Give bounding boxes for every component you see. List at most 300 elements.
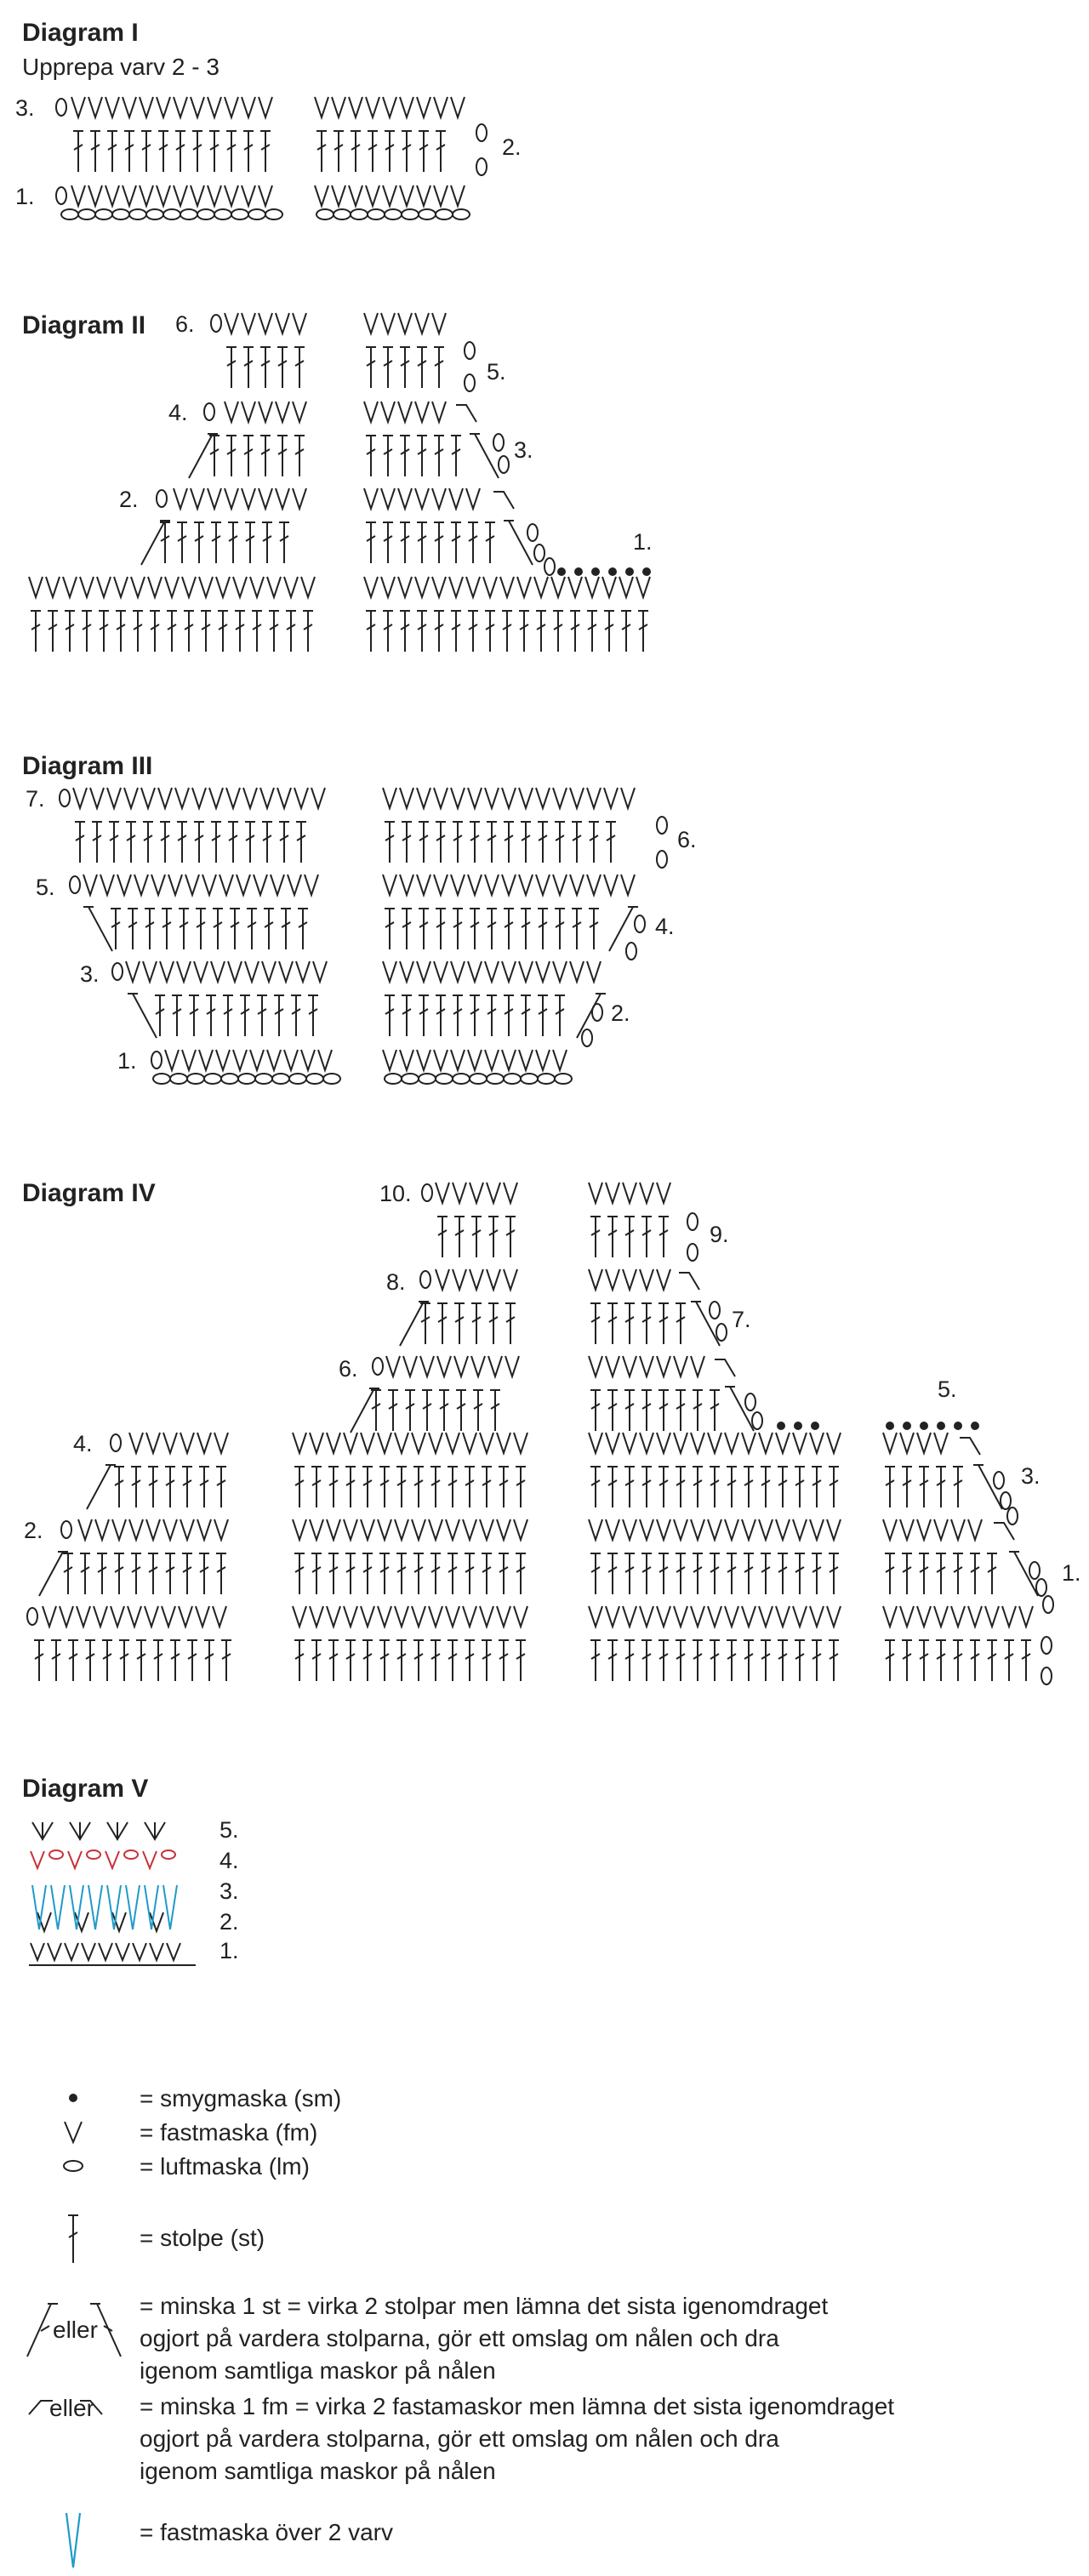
fastmaska-icon — [216, 577, 230, 597]
fastmaska-icon — [519, 961, 533, 982]
luftmaska-icon — [157, 490, 167, 507]
stolpe-icon — [812, 1640, 822, 1681]
luftmaska-icon — [214, 209, 231, 219]
stolpe-icon — [189, 995, 199, 1036]
fastmaska-icon — [451, 961, 465, 982]
stolpe-icon — [812, 1467, 822, 1507]
fastmaska-icon — [327, 1606, 340, 1627]
stolpe-icon — [555, 995, 565, 1036]
stolpe-icon — [659, 1390, 669, 1431]
stolpe-icon — [710, 1640, 720, 1681]
fastmaska-icon — [434, 1050, 448, 1070]
stolpe-icon — [362, 1553, 373, 1594]
stolpe-icon — [641, 1390, 652, 1431]
fastmaska-icon — [88, 97, 102, 117]
stolpe-icon — [572, 909, 582, 949]
stolpe-icon — [82, 611, 92, 652]
fastmaska-icon — [398, 313, 412, 333]
fastmaska-icon — [209, 788, 223, 808]
stolpe-icon — [400, 436, 410, 476]
stolpe-icon — [296, 822, 306, 863]
fastmaska-icon — [381, 313, 395, 333]
luftmaska-icon — [582, 1029, 592, 1046]
diagram-5 — [22, 1775, 239, 1965]
luftmaska-icon — [534, 544, 544, 561]
fastmaska-icon — [386, 1356, 400, 1376]
luftmaska-icon — [521, 1074, 538, 1084]
luftmaska-icon — [306, 1074, 323, 1084]
stolpe-icon — [590, 1390, 601, 1431]
stolpe-icon — [430, 1467, 441, 1507]
stolpe-icon — [451, 611, 461, 652]
fastmaska-icon — [165, 577, 179, 597]
stolpe-icon — [226, 347, 237, 388]
fastmaska-icon — [417, 97, 430, 117]
legend-lm — [64, 2153, 310, 2180]
luftmaska-icon — [555, 1074, 572, 1084]
fastmaska-icon — [400, 185, 413, 206]
fastmaska-icon — [276, 313, 289, 333]
fastmaska-icon — [432, 577, 446, 597]
fastmaska-icon — [105, 97, 119, 117]
fastmaska-icon — [191, 97, 204, 117]
luftmaska-icon — [592, 1004, 602, 1021]
fastmaska-icon — [725, 1606, 738, 1627]
stolpe-icon — [744, 1553, 754, 1594]
legend-fm2 — [66, 2513, 393, 2567]
fastmaska-icon — [180, 1433, 194, 1453]
fastmaska-icon — [470, 1183, 483, 1203]
stolpe-icon — [334, 131, 344, 172]
fastmaska-icon — [151, 875, 165, 895]
fastmaska-icon — [1002, 1606, 1016, 1627]
fastmaska-icon — [29, 577, 43, 597]
fastmaska-icon — [293, 1606, 306, 1627]
legend-text: igenom samtliga maskor på nålen — [140, 2458, 496, 2484]
eller-label: eller — [53, 2317, 98, 2343]
stolpe-icon — [119, 1640, 129, 1681]
fastmaska-icon — [436, 1183, 449, 1203]
fastmaska-icon — [243, 788, 257, 808]
fastmaska-icon — [134, 875, 148, 895]
fastmaska-icon — [114, 577, 128, 597]
legend-fm — [65, 2119, 317, 2146]
stolpe-icon — [538, 995, 548, 1036]
fastmaska-icon — [197, 1519, 211, 1540]
stolpe-icon — [465, 1553, 475, 1594]
row-label: 4. — [73, 1431, 93, 1456]
fastmaska-icon — [451, 875, 465, 895]
stolpe-icon — [422, 1390, 432, 1431]
fastmaska-icon — [141, 788, 155, 808]
fastmaska-icon — [361, 1433, 374, 1453]
fastmaska-icon — [242, 185, 255, 206]
fastmaska-icon — [691, 1433, 704, 1453]
fastmaska-icon — [245, 961, 259, 982]
stolpe-icon — [434, 347, 444, 388]
stolpe-icon — [194, 822, 204, 863]
fastmaska-icon — [208, 97, 221, 117]
fastmaska-icon — [553, 961, 567, 982]
luftmaska-icon — [146, 209, 163, 219]
fastmaska-icon — [226, 788, 240, 808]
smygmaska-icon — [886, 1422, 894, 1430]
fastmaska-icon — [192, 788, 206, 808]
stolpe-icon — [311, 1640, 322, 1681]
fastmaska-icon — [225, 97, 238, 117]
fastmaska-icon — [293, 402, 306, 422]
fastmaska-icon — [1019, 1606, 1033, 1627]
stolpe-icon — [936, 1640, 946, 1681]
diagram-1 — [15, 19, 522, 219]
stolpe-icon — [184, 611, 194, 652]
stolpe-icon — [505, 1303, 516, 1344]
fastmaska-icon — [483, 577, 497, 597]
stolpe-icon — [179, 909, 189, 949]
fastmaska-icon — [400, 788, 413, 808]
fastmaska-icon — [480, 1433, 493, 1453]
fastmaska-icon — [214, 1519, 228, 1540]
luftmaska-icon — [153, 1074, 170, 1084]
luftmaska-icon — [87, 1850, 100, 1859]
diagram-4 — [22, 1179, 1081, 1684]
fastmaska-icon — [468, 1050, 482, 1070]
stolpe-icon — [328, 1553, 339, 1594]
luftmaska-icon — [129, 209, 146, 219]
luftmaska-icon — [402, 1074, 419, 1084]
fastmaska-icon — [968, 1606, 982, 1627]
stolpe-icon — [641, 1467, 652, 1507]
fastmaska-icon — [417, 185, 430, 206]
stolpe-icon — [99, 611, 109, 652]
stolpe-icon — [761, 1467, 771, 1507]
stolpe-icon — [676, 1390, 686, 1431]
fastmaska-icon — [165, 1050, 179, 1070]
legend — [27, 2085, 894, 2567]
decrease-fastmaska-icon — [960, 1438, 980, 1455]
fastmaska-icon — [623, 1269, 636, 1290]
smygmaska-icon — [625, 567, 634, 576]
fastmaska-icon — [400, 97, 413, 117]
fastmaska-icon — [82, 1943, 95, 1960]
fastmaska-icon — [383, 875, 396, 895]
stolpe-icon — [145, 909, 155, 949]
fastmaska-icon — [378, 1606, 391, 1627]
luftmaska-icon — [60, 789, 70, 806]
fastmaska-icon — [294, 788, 308, 808]
row-label: 2. — [220, 1909, 239, 1935]
stolpe-icon — [521, 995, 531, 1036]
fastmaska-icon — [191, 185, 204, 206]
stolpe-icon — [624, 1303, 635, 1344]
fastmaska-icon — [216, 1050, 230, 1070]
fastmaska-icon — [417, 788, 430, 808]
stolpe-icon — [555, 822, 565, 863]
row-label: 3. — [514, 437, 533, 463]
fastmaska-icon — [485, 961, 499, 982]
stolpe-icon — [262, 822, 272, 863]
row-label: 4. — [220, 1848, 239, 1873]
luftmaska-icon — [49, 1850, 63, 1859]
fastmaska-icon — [177, 961, 191, 982]
fastmaska-icon — [589, 1519, 602, 1540]
stolpe-icon — [604, 611, 614, 652]
stolpe-icon — [437, 1217, 448, 1257]
fastmaska-icon — [827, 1606, 841, 1627]
fastmaska-icon — [417, 875, 430, 895]
stolpe-icon — [624, 1217, 635, 1257]
fastmaska-icon — [514, 1606, 527, 1627]
fastmaska-icon — [917, 1519, 931, 1540]
fastmaska-icon — [934, 1433, 948, 1453]
fastmaska-icon — [140, 97, 153, 117]
stolpe-icon — [434, 522, 444, 563]
stolpe-icon — [953, 1553, 963, 1594]
legend-text: ogjort på vardera stolparna, gör ett omslag om nålen och dra — [140, 2325, 779, 2351]
fastmaska-icon — [31, 1943, 44, 1960]
stolpe-icon — [659, 1303, 669, 1344]
fastmaska-icon — [284, 577, 298, 597]
stolpe-icon — [420, 1303, 430, 1344]
stolpe-icon — [243, 436, 254, 476]
fastmaska-icon — [332, 185, 345, 206]
stolpe-icon — [396, 1467, 407, 1507]
luftmaska-icon — [544, 558, 555, 575]
stolpe-icon — [294, 436, 305, 476]
stolpe-icon — [162, 909, 172, 949]
fastmaska-icon — [534, 577, 548, 597]
luftmaska-icon — [476, 158, 487, 175]
smygmaska-icon — [574, 567, 583, 576]
fastmaska-icon — [434, 97, 448, 117]
luftmaska-icon — [504, 1074, 521, 1084]
stolpe-icon — [294, 1553, 305, 1594]
fastmaska-icon — [606, 1519, 619, 1540]
fastmaska-icon — [934, 1606, 948, 1627]
stolpe-icon — [65, 611, 75, 652]
stolpe-icon — [417, 611, 427, 652]
row-label: 3. — [220, 1878, 239, 1904]
fastmaska-icon — [968, 1519, 982, 1540]
fastmaska-icon — [570, 875, 584, 895]
fastmaska-icon — [883, 1433, 897, 1453]
stolpe-icon — [470, 995, 480, 1036]
fastmaska-icon — [519, 1050, 533, 1070]
stolpe-icon — [413, 1640, 424, 1681]
luftmaska-icon — [170, 1074, 187, 1084]
stolpe-icon — [400, 611, 410, 652]
fastmaska-icon — [105, 1851, 119, 1868]
stolpe-icon — [260, 347, 271, 388]
stolpe-icon — [624, 1553, 635, 1594]
row-label: 4. — [168, 400, 188, 425]
stolpe-icon — [710, 1467, 720, 1507]
stolpe-icon — [778, 1553, 788, 1594]
fastmaska-icon — [466, 577, 480, 597]
stolpe-icon — [223, 995, 233, 1036]
luftmaska-icon — [70, 876, 80, 893]
stolpe-icon — [383, 436, 393, 476]
stolpe-icon — [744, 1640, 754, 1681]
stolpe-icon — [362, 1467, 373, 1507]
luftmaska-icon — [238, 1074, 255, 1084]
stolpe-icon — [311, 1467, 322, 1507]
stolpe-icon — [124, 131, 134, 172]
luftmaska-icon — [204, 1074, 221, 1084]
stolpe-icon — [75, 822, 85, 863]
row-label: 10. — [379, 1181, 412, 1206]
fastmaska-icon — [420, 1356, 434, 1376]
stolpe-icon — [182, 1553, 192, 1594]
stolpe-icon — [453, 995, 463, 1036]
luftmaska-icon — [422, 1184, 432, 1201]
fastmaska-icon — [242, 97, 255, 117]
stolpe-icon — [482, 1640, 492, 1681]
stolpe-icon — [490, 1390, 500, 1431]
stolpe-icon — [829, 1467, 839, 1507]
fastmaska-icon — [157, 97, 170, 117]
fastmaska-icon — [197, 1433, 211, 1453]
stolpe-icon — [131, 1553, 141, 1594]
fastmaska-icon — [917, 1606, 931, 1627]
stolpe-icon — [659, 1640, 669, 1681]
stolpe-icon — [885, 1640, 895, 1681]
stolpe-icon — [829, 1553, 839, 1594]
stolpe-icon — [590, 1467, 601, 1507]
fastmaska-icon — [220, 875, 233, 895]
fastmaska-icon — [259, 97, 272, 117]
fastmaska-icon — [514, 1519, 527, 1540]
luftmaska-icon — [402, 209, 419, 219]
stolpe-icon — [744, 1467, 754, 1507]
fastmaska-icon — [107, 788, 121, 808]
fastmaska-icon — [168, 875, 182, 895]
stolpe-icon — [218, 611, 228, 652]
fastmaska-icon — [449, 488, 463, 509]
fastmaska-icon — [146, 1433, 160, 1453]
fastmaska-icon — [208, 185, 221, 206]
fastmaska-icon — [708, 1519, 721, 1540]
luftmaska-icon — [1007, 1507, 1018, 1525]
fastmaska-icon — [327, 1519, 340, 1540]
fastmaska-icon — [466, 488, 480, 509]
stolpe-icon — [413, 1553, 424, 1594]
stolpe-icon — [572, 822, 582, 863]
fastmaska-icon — [123, 185, 136, 206]
stolpe-icon — [148, 1553, 158, 1594]
fastmaska-icon — [568, 577, 582, 597]
stolpe-icon — [1021, 1640, 1031, 1681]
fastmaska-icon — [446, 1606, 459, 1627]
stolpe-icon — [727, 1467, 737, 1507]
luftmaska-icon — [657, 851, 667, 868]
fastmaska-icon — [412, 1606, 425, 1627]
stolpe-icon — [111, 909, 121, 949]
stolpe-icon — [659, 1553, 669, 1594]
stolpe-icon — [519, 611, 529, 652]
fastmaska-icon — [112, 1519, 126, 1540]
fastmaska-icon — [262, 961, 276, 982]
row-label: 5. — [487, 359, 506, 385]
fastmaska-icon — [213, 1606, 226, 1627]
stolpe-icon — [243, 347, 254, 388]
fastmaska-icon — [485, 788, 499, 808]
legend-text: = smygmaska (sm) — [140, 2085, 342, 2112]
fastmaska-icon — [623, 1606, 636, 1627]
stolpe-icon — [487, 995, 497, 1036]
decrease-stolpe-icon — [691, 1302, 720, 1346]
fastmaska-icon — [71, 185, 85, 206]
fastmaska-icon — [400, 1050, 413, 1070]
stolpe-icon — [402, 909, 412, 949]
fastmaska-icon — [453, 1269, 466, 1290]
stolpe-icon — [919, 1553, 929, 1594]
fastmaska-icon — [776, 1519, 790, 1540]
fastmaska-icon — [606, 1356, 619, 1376]
fastmaska-icon — [68, 1851, 82, 1868]
fastmaska-icon — [500, 577, 514, 597]
fastmaska-icon — [436, 1269, 449, 1290]
stolpe-icon — [366, 347, 376, 388]
stolpe-icon — [590, 1640, 601, 1681]
fastmaska-icon — [126, 961, 140, 982]
fastmaska-icon — [708, 1606, 721, 1627]
stolpe-icon — [538, 822, 548, 863]
stolpe-icon — [419, 822, 429, 863]
fastmaska-icon — [60, 1606, 73, 1627]
fastmaska-icon — [242, 402, 255, 422]
fastmaska-icon — [148, 577, 162, 597]
stolpe-icon — [209, 131, 220, 172]
luftmaska-icon — [187, 1074, 204, 1084]
stolpe-icon — [538, 909, 548, 949]
fastmaska-icon — [810, 1606, 824, 1627]
stolpe-icon — [590, 1553, 601, 1594]
fastmaska-icon — [260, 788, 274, 808]
stolpe-icon — [345, 1553, 356, 1594]
fastmaska-icon — [742, 1433, 755, 1453]
stolpe-icon — [936, 1467, 946, 1507]
stolpe-icon — [504, 822, 514, 863]
fastmaska-icon — [162, 1606, 175, 1627]
fastmaska-icon — [827, 1433, 841, 1453]
fastmaska-icon — [415, 402, 429, 422]
luftmaska-icon — [745, 1393, 755, 1411]
fastmaska-icon — [604, 788, 618, 808]
stolpe-icon — [659, 1467, 669, 1507]
fastmaska-icon — [400, 961, 413, 982]
stolpe-icon — [243, 131, 254, 172]
fastmaska-icon — [194, 961, 208, 982]
stolpe-icon — [710, 1553, 720, 1594]
fastmaska-icon — [449, 577, 463, 597]
fastmaska-icon — [332, 97, 345, 117]
luftmaska-icon — [78, 209, 95, 219]
stolpe-icon — [252, 611, 262, 652]
fastmaska-icon — [284, 1050, 298, 1070]
fastmaska-icon — [606, 1183, 619, 1203]
stolpe-icon — [516, 1467, 526, 1507]
stolpe-icon — [987, 1640, 997, 1681]
fastmaska-icon — [454, 1356, 468, 1376]
fastmaska-icon — [619, 577, 633, 597]
fastmaska-icon — [640, 1183, 653, 1203]
stolpe-icon — [245, 522, 255, 563]
stitch-grid — [27, 1183, 1053, 1684]
fastmaska-icon — [640, 1519, 653, 1540]
stolpe-icon — [245, 822, 255, 863]
fastmaska-icon — [242, 313, 255, 333]
